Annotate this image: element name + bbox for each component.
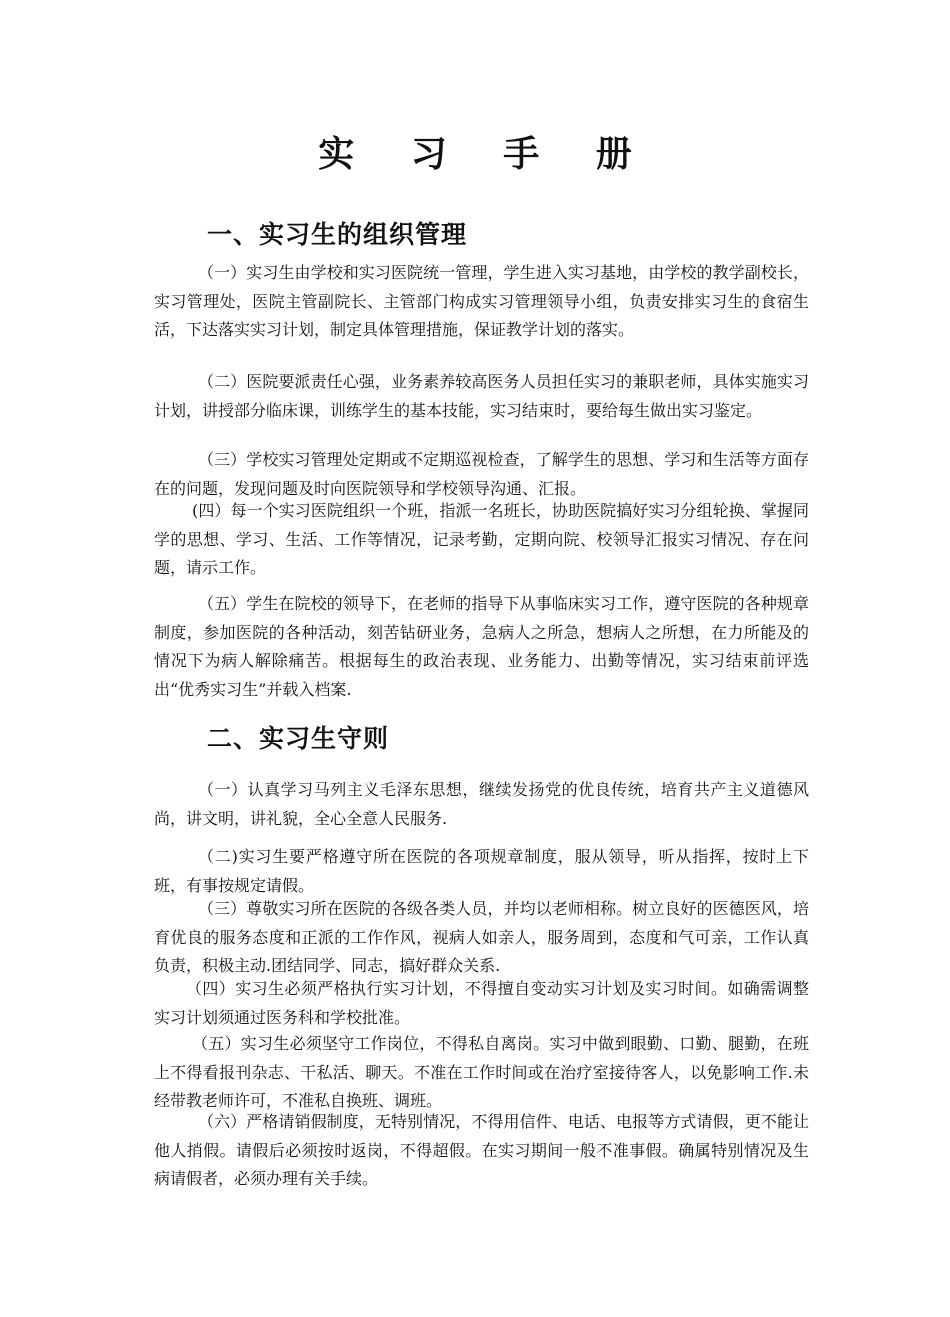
paragraph: （四）实习生必须严格执行实习计划，不得擅自变动实习计划及实习时间。如确需调整实习计划须通过医务科和学校批准。 [154,979,809,1027]
paragraph: （一）认真学习马列主义毛泽东思想，继续发扬党的优良传统，培育共产主义道德风尚，讲文明，讲礼貌，全心全意人民服务. [154,780,809,828]
section-heading-2: 二、实习生守则 [207,724,390,753]
paragraph: （六）严格请销假制度，无特别情况，不得用信件、电话、电报等方式请假，更不能让他人捎假。请假后必须按时返岗，不得超假。在实习期间一般不准事假。确属特别情况及生病请假者，必须办理有关手续。 [154,1112,809,1188]
paragraph: （三）学校实习管理处定期或不定期巡视检查，了解学生的思想、学习和生活等方面存在的问题，发现问题及时向医院领导和学校领导沟通、汇报。 [154,450,809,498]
paragraph: （三）尊敬实习所在医院的各级各类人员，并均以老师相称。树立良好的医德医风，培育优良的服务态度和正派的工作作风，视病人如亲人，服务周到，态度和气可亲，工作认真负责，积极主动.团结同学、同志，搞好群众关系. [154,899,809,975]
paragraph: （二)实习生要严格遵守所在医院的各项规章制度，服从领导，听从指挥，按时上下班，有事按规定请假。 [154,847,809,895]
paragraph: （一）实习生由学校和实习医院统一管理，学生进入实习基地，由学校的教学副校长，实习管理处，医院主管副院长、主管部门构成实习管理领导小组，负责安排实习生的食宿生活，下达落实实习计划，制定具体管理措施，保证教学计划的落实。 [154,263,809,339]
paragraph: （二）医院要派责任心强，业务素养较高医务人员担任实习的兼职老师，具体实施实习计划，讲授部分临床课，训练学生的基本技能，实习结束时，要给每生做出实习鉴定。 [154,372,809,420]
paragraph: （五）实习生必须坚守工作岗位，不得私自离岗。实习中做到眼勤、口勤、腿勤，在班上不得看报刊杂志、干私活、聊天。不准在工作时间或在治疗室接待客人，以免影响工作.未经带教老师许可，不准私自换班、调班。 [154,1034,809,1110]
section-heading-1: 一、实习生的组织管理 [207,220,468,249]
document-title: 实 习 手 册 [318,133,654,175]
paragraph: (四）每一个实习医院组织一个班，指派一名班长，协助医院搞好实习分组轮换、掌握同学的思想、学习、生活、工作等情况，记录考勤，定期向院、校领导汇报实习情况、存在问题，请示工作。 [154,501,809,577]
paragraph: （五）学生在院校的领导下，在老师的指导下从事临床实习工作，遵守医院的各种规章制度，参加医院的各种活动，刻苦钻研业务，急病人之所急，想病人之所想，在力所能及的情况下为病人解除痛苦。根据每生的政治表现、业务能力、出勤等情况，实习结束前评选出“优秀实习生”并载入档案. [154,594,809,699]
